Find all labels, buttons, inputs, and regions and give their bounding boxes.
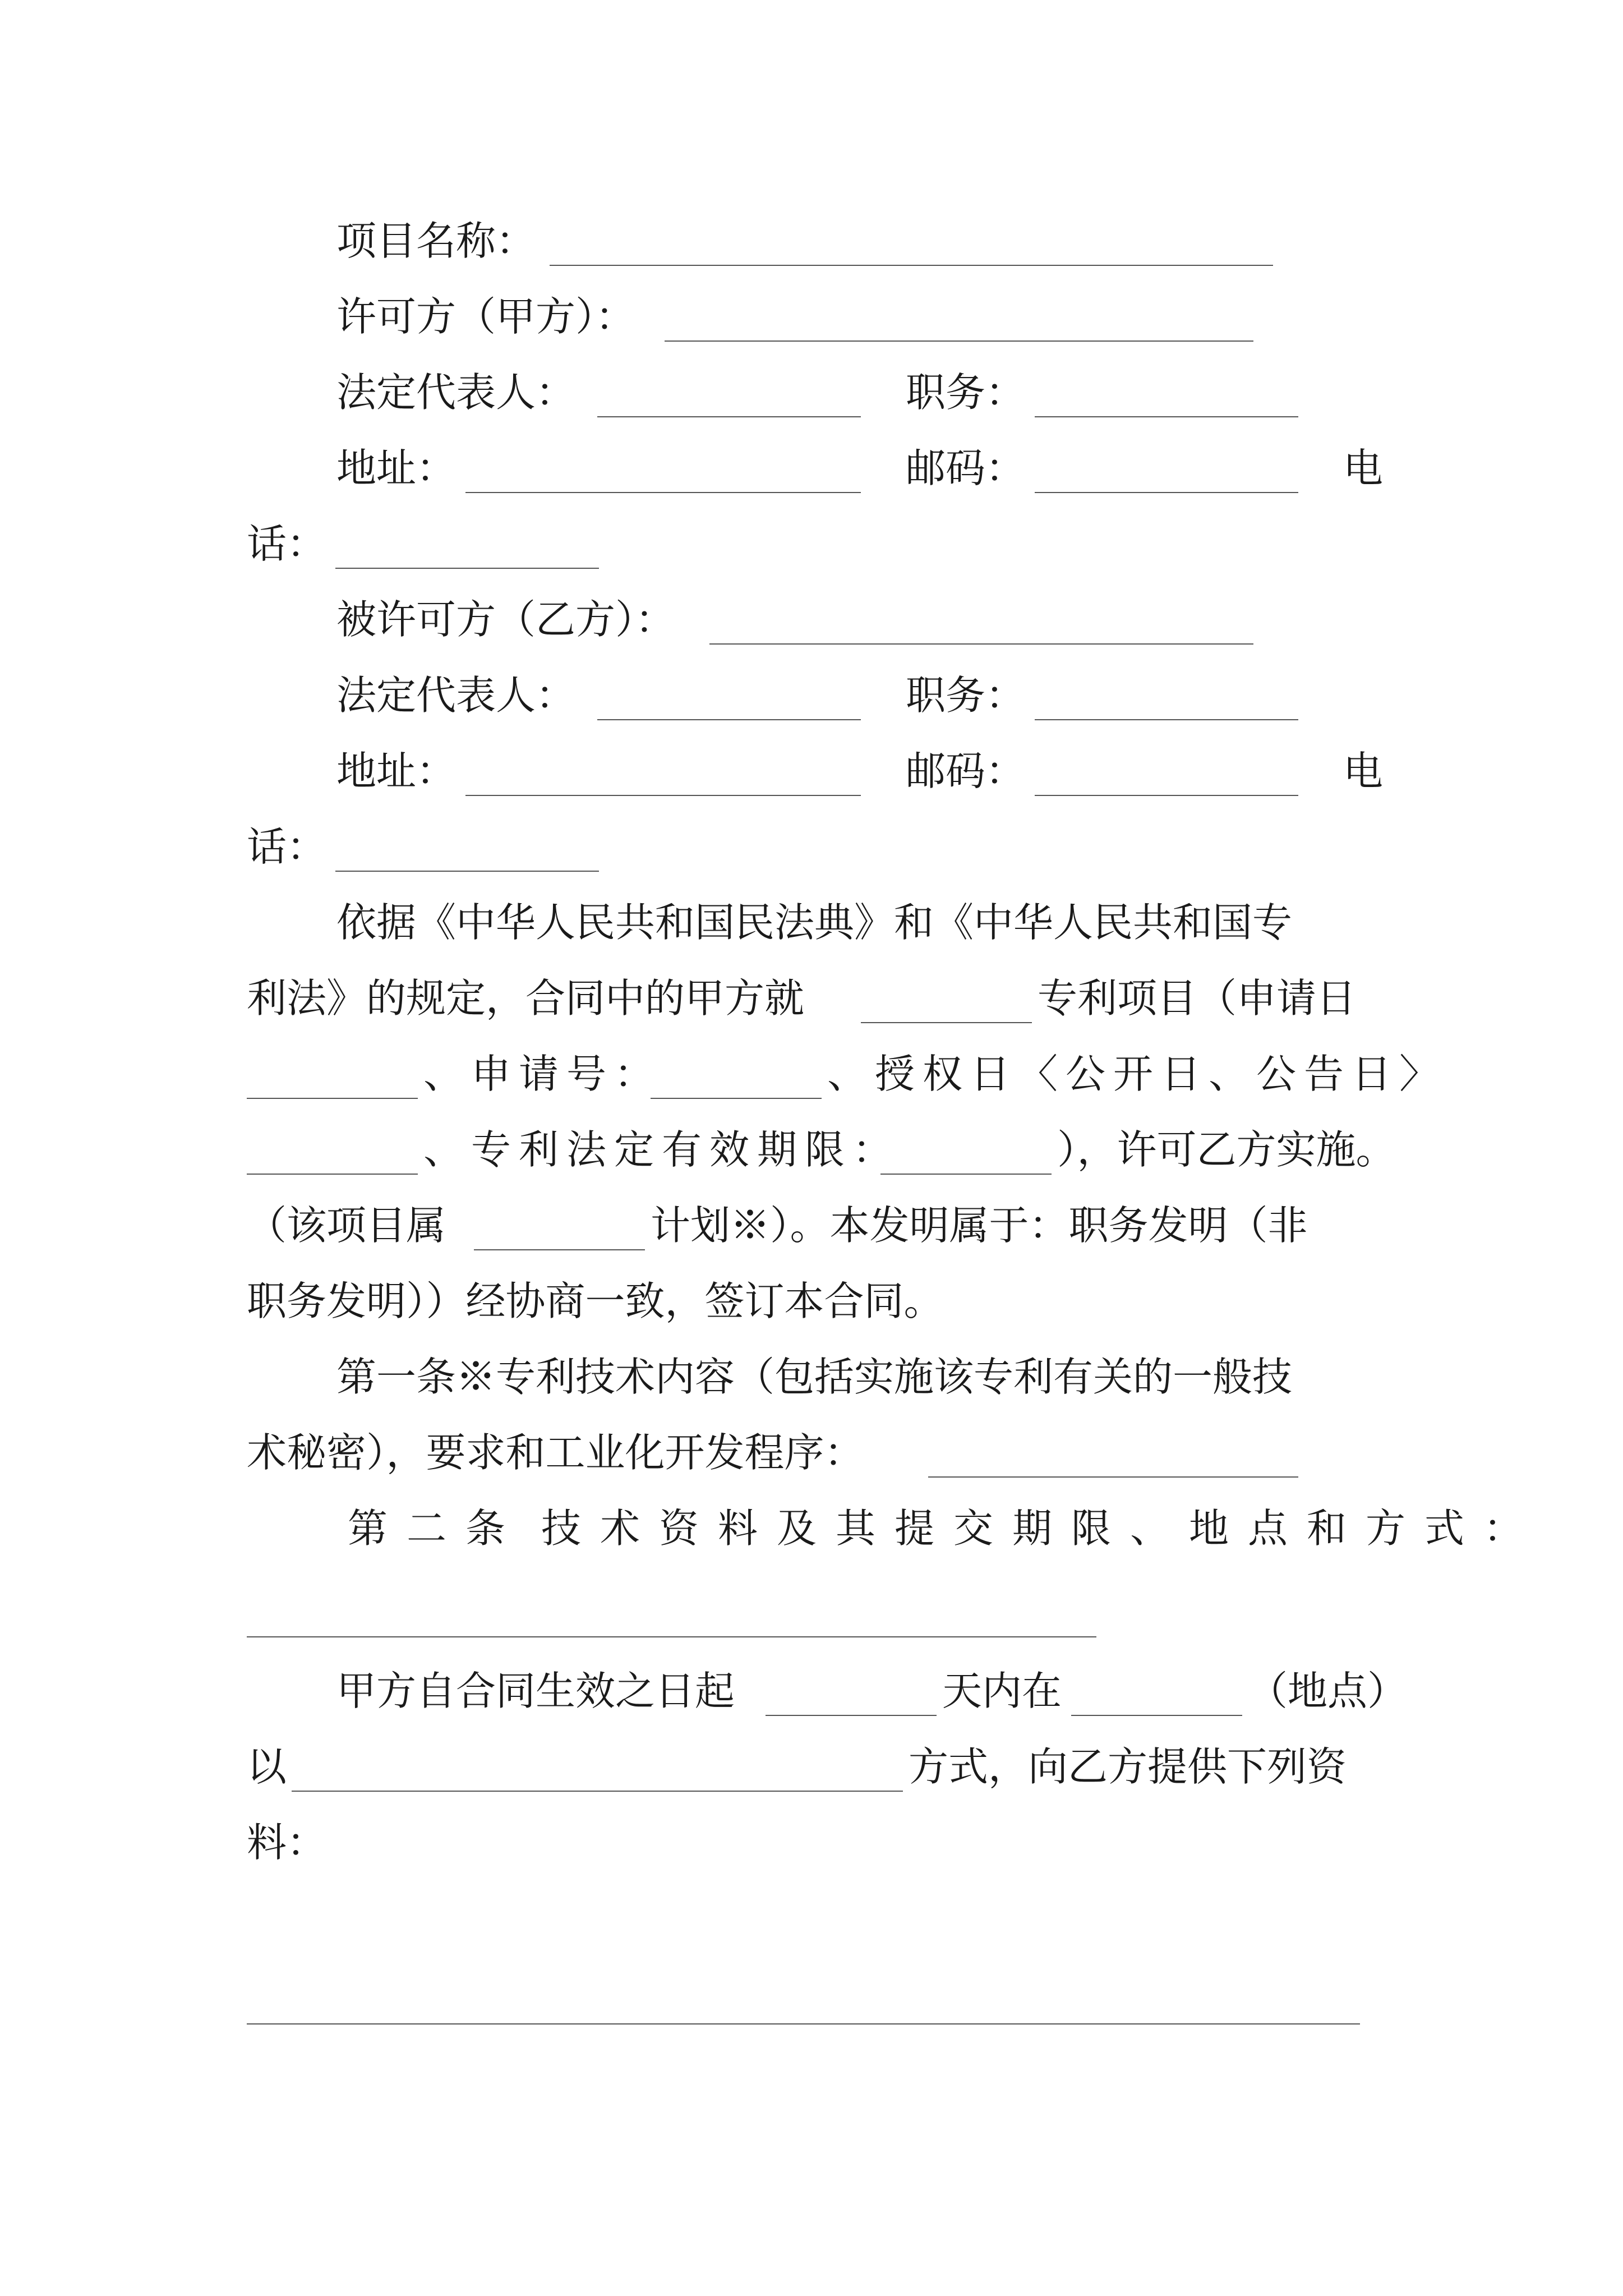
party-b-address-field[interactable]	[465, 795, 861, 796]
party-b-phone-label-1: 电	[1343, 748, 1384, 794]
licensee-label: 被许可方（乙方）：	[336, 596, 675, 643]
party-a-title-label: 职务：	[906, 369, 1026, 416]
delivery-line-2a: 以	[247, 1743, 287, 1790]
party-b-phone-label-2: 话：	[247, 823, 327, 870]
party-b-title-label: 职务：	[906, 672, 1026, 719]
party-b-address-label: 地址：	[336, 748, 457, 794]
party-a-postcode-label: 邮码：	[906, 445, 1026, 491]
article-2-field[interactable]	[247, 1636, 1096, 1637]
preamble-line-6: 职务发明））经协商一致，签订本合同。	[247, 1278, 944, 1324]
article-1-line-1: 第一条※专利技术内容（包括实施该专利有关的一般技	[336, 1354, 1293, 1400]
article-1-field[interactable]	[928, 1476, 1298, 1478]
delivery-line-3: 料：	[247, 1819, 327, 1866]
application-number-field[interactable]	[651, 1098, 822, 1099]
preamble-line-3a: 、申请号：	[423, 1051, 662, 1097]
party-a-postcode-field[interactable]	[1035, 492, 1298, 493]
party-a-phone-field[interactable]	[335, 568, 599, 569]
preamble-line-5b: 计划※）。本发明属于：职务发明（非	[651, 1202, 1308, 1249]
delivery-line-2b: 方式，向乙方提供下列资	[909, 1743, 1347, 1790]
party-a-title-field[interactable]	[1035, 416, 1298, 417]
article-2-heading: 第二条	[348, 1505, 525, 1552]
licensee-field[interactable]	[709, 643, 1253, 645]
preamble-line-4b: ），许可乙方实施。	[1057, 1126, 1396, 1173]
project-name-field[interactable]	[550, 265, 1273, 266]
party-b-rep-label: 法定代表人：	[336, 672, 576, 719]
party-a-address-field[interactable]	[465, 492, 861, 493]
preamble-line-3b: 、授权日〈公开日、公告日〉	[827, 1051, 1447, 1097]
party-b-rep-field[interactable]	[597, 719, 861, 720]
preamble-line-1: 依据《中华人民共和国民法典》和《中华人民共和国专	[336, 899, 1293, 946]
party-a-address-label: 地址：	[336, 445, 457, 491]
preamble-line-2a: 利法》的规定，合同中的甲方就	[247, 975, 805, 1022]
delivery-line-1b: 天内在	[942, 1668, 1062, 1714]
application-date-field[interactable]	[247, 1098, 418, 1099]
preamble-line-4a: 、专利法定有效期限：	[423, 1126, 901, 1173]
party-a-rep-field[interactable]	[597, 416, 861, 417]
validity-period-field[interactable]	[880, 1174, 1052, 1175]
party-b-postcode-label: 邮码：	[906, 748, 1026, 794]
party-b-postcode-field[interactable]	[1035, 795, 1298, 796]
licensor-field[interactable]	[665, 341, 1253, 342]
party-b-title-field[interactable]	[1035, 719, 1298, 720]
preamble-line-5a: （该项目属	[247, 1202, 446, 1249]
materials-list-field[interactable]	[247, 2023, 1360, 2024]
party-a-rep-label: 法定代表人：	[336, 369, 576, 416]
preamble-line-2b: 专利项目（申请日	[1038, 975, 1357, 1022]
party-b-phone-field[interactable]	[335, 871, 599, 872]
article-2-title: 技术资料及其提交期限、地点和方式：	[541, 1505, 1543, 1552]
grant-date-field[interactable]	[247, 1174, 418, 1175]
delivery-method-field[interactable]	[292, 1791, 903, 1792]
article-1-line-2: 术秘密），要求和工业化开发程序：	[247, 1429, 864, 1476]
party-a-phone-label-1: 电	[1343, 445, 1384, 491]
licensor-label: 许可方（甲方）：	[336, 293, 635, 340]
project-name-label: 项目名称：	[336, 218, 536, 264]
delivery-line-1c: （地点）	[1248, 1668, 1408, 1714]
delivery-line-1a: 甲方自合同生效之日起	[336, 1668, 735, 1714]
party-a-phone-label-2: 话：	[247, 521, 327, 567]
patent-project-field[interactable]	[861, 1022, 1032, 1023]
delivery-days-field[interactable]	[766, 1715, 937, 1716]
delivery-place-field[interactable]	[1071, 1715, 1242, 1716]
plan-name-field[interactable]	[474, 1249, 645, 1250]
